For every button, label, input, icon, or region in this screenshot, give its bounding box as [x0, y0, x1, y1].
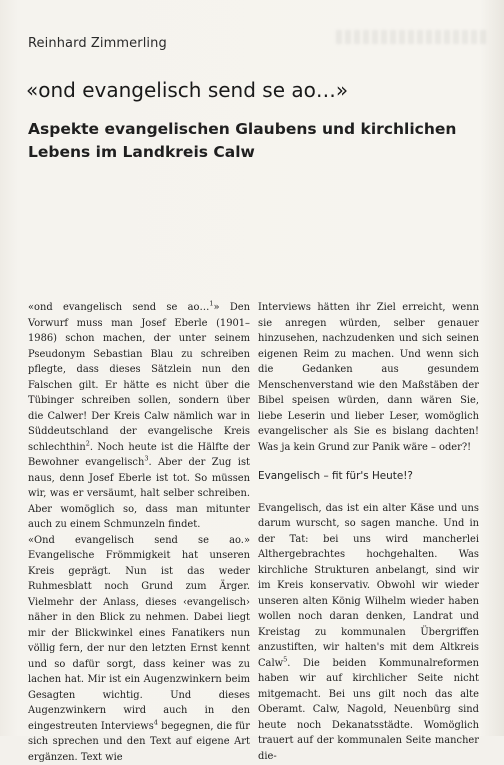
body-paragraph: Interviews hätten ihr Ziel erreicht, wenn sie anregen würden, selber genauer hinzusehen, nachzudenken und sich seinen eigenen Reim zu machen. Und wenn sich die Gedanken aus gesundem Menschenverstand wie den Maßstäben der Bibel speisen würden, dann wären Sie, liebe Leserin und lieber Leser, womöglich evangelischer als Sie es bislang dachten! Was ja kein Grund zur Panik wäre – oder?! — [258, 300, 479, 455]
author-name: Reinhard Zimmerling — [28, 36, 167, 51]
footnote-ref: 2 — [86, 439, 90, 447]
left-text-column — [28, 300, 250, 765]
text-run: . Die beiden Kommunalreformen haben wir auf kirchlicher Seite nicht mitgemacht. Bei uns gilt noch das alte Oberamt. Calw, Nagold, Neuenbürg sind heute noch Dekanatsstädte. Womöglich trauert auf der kommunalen Seite mancher die- — [258, 658, 479, 762]
section-heading: Evangelisch – fit für's Heute!? — [258, 469, 479, 485]
footnote-ref: 5 — [283, 655, 287, 663]
text-run: » Den Vorwurf muss man Josef Eberle (1901–1986) schon machen, der unter seinem Pseudonym Sebastian Blau zu schreiben pflegte, dass dieses Sätzlein nun den Falschen gilt. Er hätte es nicht über die Tübinger schreiben sollen, sondern über die Calwer! Der Kreis Calw nämlich war in Süddeutschland der evangelische Kreis schlechthin — [28, 302, 250, 453]
chapter-subtitle: Aspekte evangelischen Glaubens und kirchlichen Lebens im Landkreis Calw — [28, 118, 468, 164]
text-run: . Aber der Zug ist naus, denn Josef Eberle ist tot. So müssen wir, was er versäumt, halt selber schreiben. Aber womöglich so, dass man mitunter auch zu einem Schmunzeln findet. — [28, 457, 250, 530]
chapter-title: «ond evangelisch send se ao…» — [26, 78, 496, 102]
body-paragraph — [28, 300, 250, 533]
bleed-through-text — [336, 30, 486, 44]
text-run: begegnen, die für sich sprechen und den Text auf eigene Art ergänzen. Text wie — [28, 721, 250, 763]
text-run: «Ond evangelisch send se ao.» Evangelische Frömmigkeit hat unseren Kreis geprägt. Nun ist das weder Ruhmesblatt noch Grund zum Ärger. Vielmehr der Anlass, dieses ‹evangelisch› näher in den Blick zu nehmen. Dabei liegt mir der Blickwinkel eines Fanatikers nun völlig fern, der nur den letzten Ernst kennt und so dafür sorgt, dass keiner was zu lachen hat. Mir ist ein Augenzwinkern beim Gesagten wichtig. Und dieses Augenzwinkern wird auch in den eingestreuten Interviews — [28, 535, 250, 732]
text-run: . Noch heute ist die Hälfte der Bewohner evangelisch — [28, 442, 250, 469]
right-text-column — [258, 300, 479, 764]
body-paragraph — [258, 501, 479, 765]
footnote-ref: 3 — [144, 455, 148, 463]
text-run: «ond evangelisch send se ao… — [28, 302, 209, 313]
body-paragraph — [28, 533, 250, 765]
text-run: Evangelisch, das ist ein alter Käse und uns darum wurscht, so sagen manche. Und in der Tat: bei uns wird mancherlei Althergebrachtes hochgehalten. Was kirchliche Strukturen anbelangt, sind wir im Kreis konservativ. Obwohl wir wieder unseren alten König Wilhelm wieder haben wollen noch daran denken, Landrat und Kreistag zu kommunalen Übergriffen anzustiften, wir halten's mit dem Altkreis Calw — [258, 503, 479, 669]
footnote-ref: 1 — [209, 300, 213, 308]
footnote-ref: 4 — [154, 718, 158, 726]
